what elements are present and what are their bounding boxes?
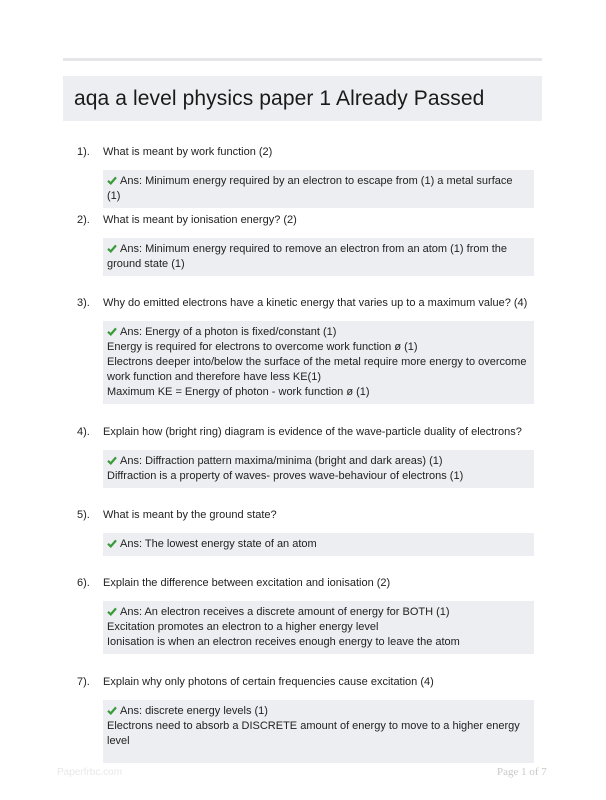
answer-line: Ionisation is when an electron receives enough energy to leave the atom xyxy=(107,636,460,648)
answer-line: Ans: Energy of a photon is fixed/constant (1) xyxy=(120,326,337,338)
document-title: aqa a level physics paper 1 Already Passed xyxy=(74,86,485,110)
question-text: Why do emitted electrons have a kinetic energy that varies up to a maximum value? (4) xyxy=(103,297,528,309)
answer-line: Electrons need to absorb a DISCRETE amount of energy to move to a higher energy level xyxy=(107,720,520,747)
question-text: What is meant by work function (2) xyxy=(103,146,273,158)
top-divider xyxy=(63,58,542,61)
page-number: Page 1 of 7 xyxy=(497,766,547,778)
question-number: 7). xyxy=(77,676,90,688)
question-number: 3). xyxy=(77,297,90,309)
answer-box xyxy=(103,238,534,276)
question-number: 5). xyxy=(77,509,90,521)
question-number: 2). xyxy=(77,214,90,226)
answer-box xyxy=(103,321,534,404)
check-icon xyxy=(107,327,117,336)
check-icon xyxy=(107,607,117,616)
answer-line: Ans: Diffraction pattern maxima/minima (bright and dark areas) (1) xyxy=(120,455,443,467)
answer-line: Energy is required for electrons to overcome work function ø (1) xyxy=(107,341,418,353)
footer-watermark: Paperfrbc.com xyxy=(57,767,123,778)
answer-line: Ans: discrete energy levels (1) xyxy=(120,705,268,717)
answer-box xyxy=(103,700,534,763)
answer-line: Ans: The lowest energy state of an atom xyxy=(120,538,317,550)
answer-box xyxy=(103,170,534,208)
question-number: 4). xyxy=(77,426,90,438)
answer-line: Ans: Minimum energy required to remove an electron from an atom (1) from the xyxy=(120,243,507,255)
title-banner xyxy=(63,76,542,121)
question-text: What is meant by ionisation energy? (2) xyxy=(103,214,297,226)
answer-line: Maximum KE = Energy of photon - work function ø (1) xyxy=(107,386,370,398)
check-icon xyxy=(107,244,117,253)
answer-line: Electrons deeper into/below the surface of the metal require more energy to overcome xyxy=(107,356,527,368)
answer-box xyxy=(103,450,534,488)
question-text: Explain the difference between excitation and ionisation (2) xyxy=(103,577,391,589)
answer-line: ground state (1) xyxy=(107,258,185,270)
check-icon xyxy=(107,176,117,185)
question-number: 6). xyxy=(77,577,90,589)
check-icon xyxy=(107,456,117,465)
answer-line: Diffraction is a property of waves- proves wave-behaviour of electrons (1) xyxy=(107,470,464,482)
check-icon xyxy=(107,706,117,715)
question-text: Explain how (bright ring) diagram is evidence of the wave-particle duality of electrons? xyxy=(103,426,522,438)
answer-line: work function and therefore have less KE(1) xyxy=(107,371,322,383)
question-text: Explain why only photons of certain frequencies cause excitation (4) xyxy=(103,676,434,688)
answer-box xyxy=(103,533,534,556)
answer-line: Ans: Minimum energy required by an electron to escape from (1) a metal surface (1) xyxy=(107,175,513,202)
answer-line: Ans: An electron receives a discrete amount of energy for BOTH (1) xyxy=(120,606,450,618)
check-icon xyxy=(107,539,117,548)
answer-box xyxy=(103,601,534,654)
answer-line: Excitation promotes an electron to a higher energy level xyxy=(107,621,379,633)
question-text: What is meant by the ground state? xyxy=(103,509,277,521)
question-number: 1). xyxy=(77,146,90,158)
